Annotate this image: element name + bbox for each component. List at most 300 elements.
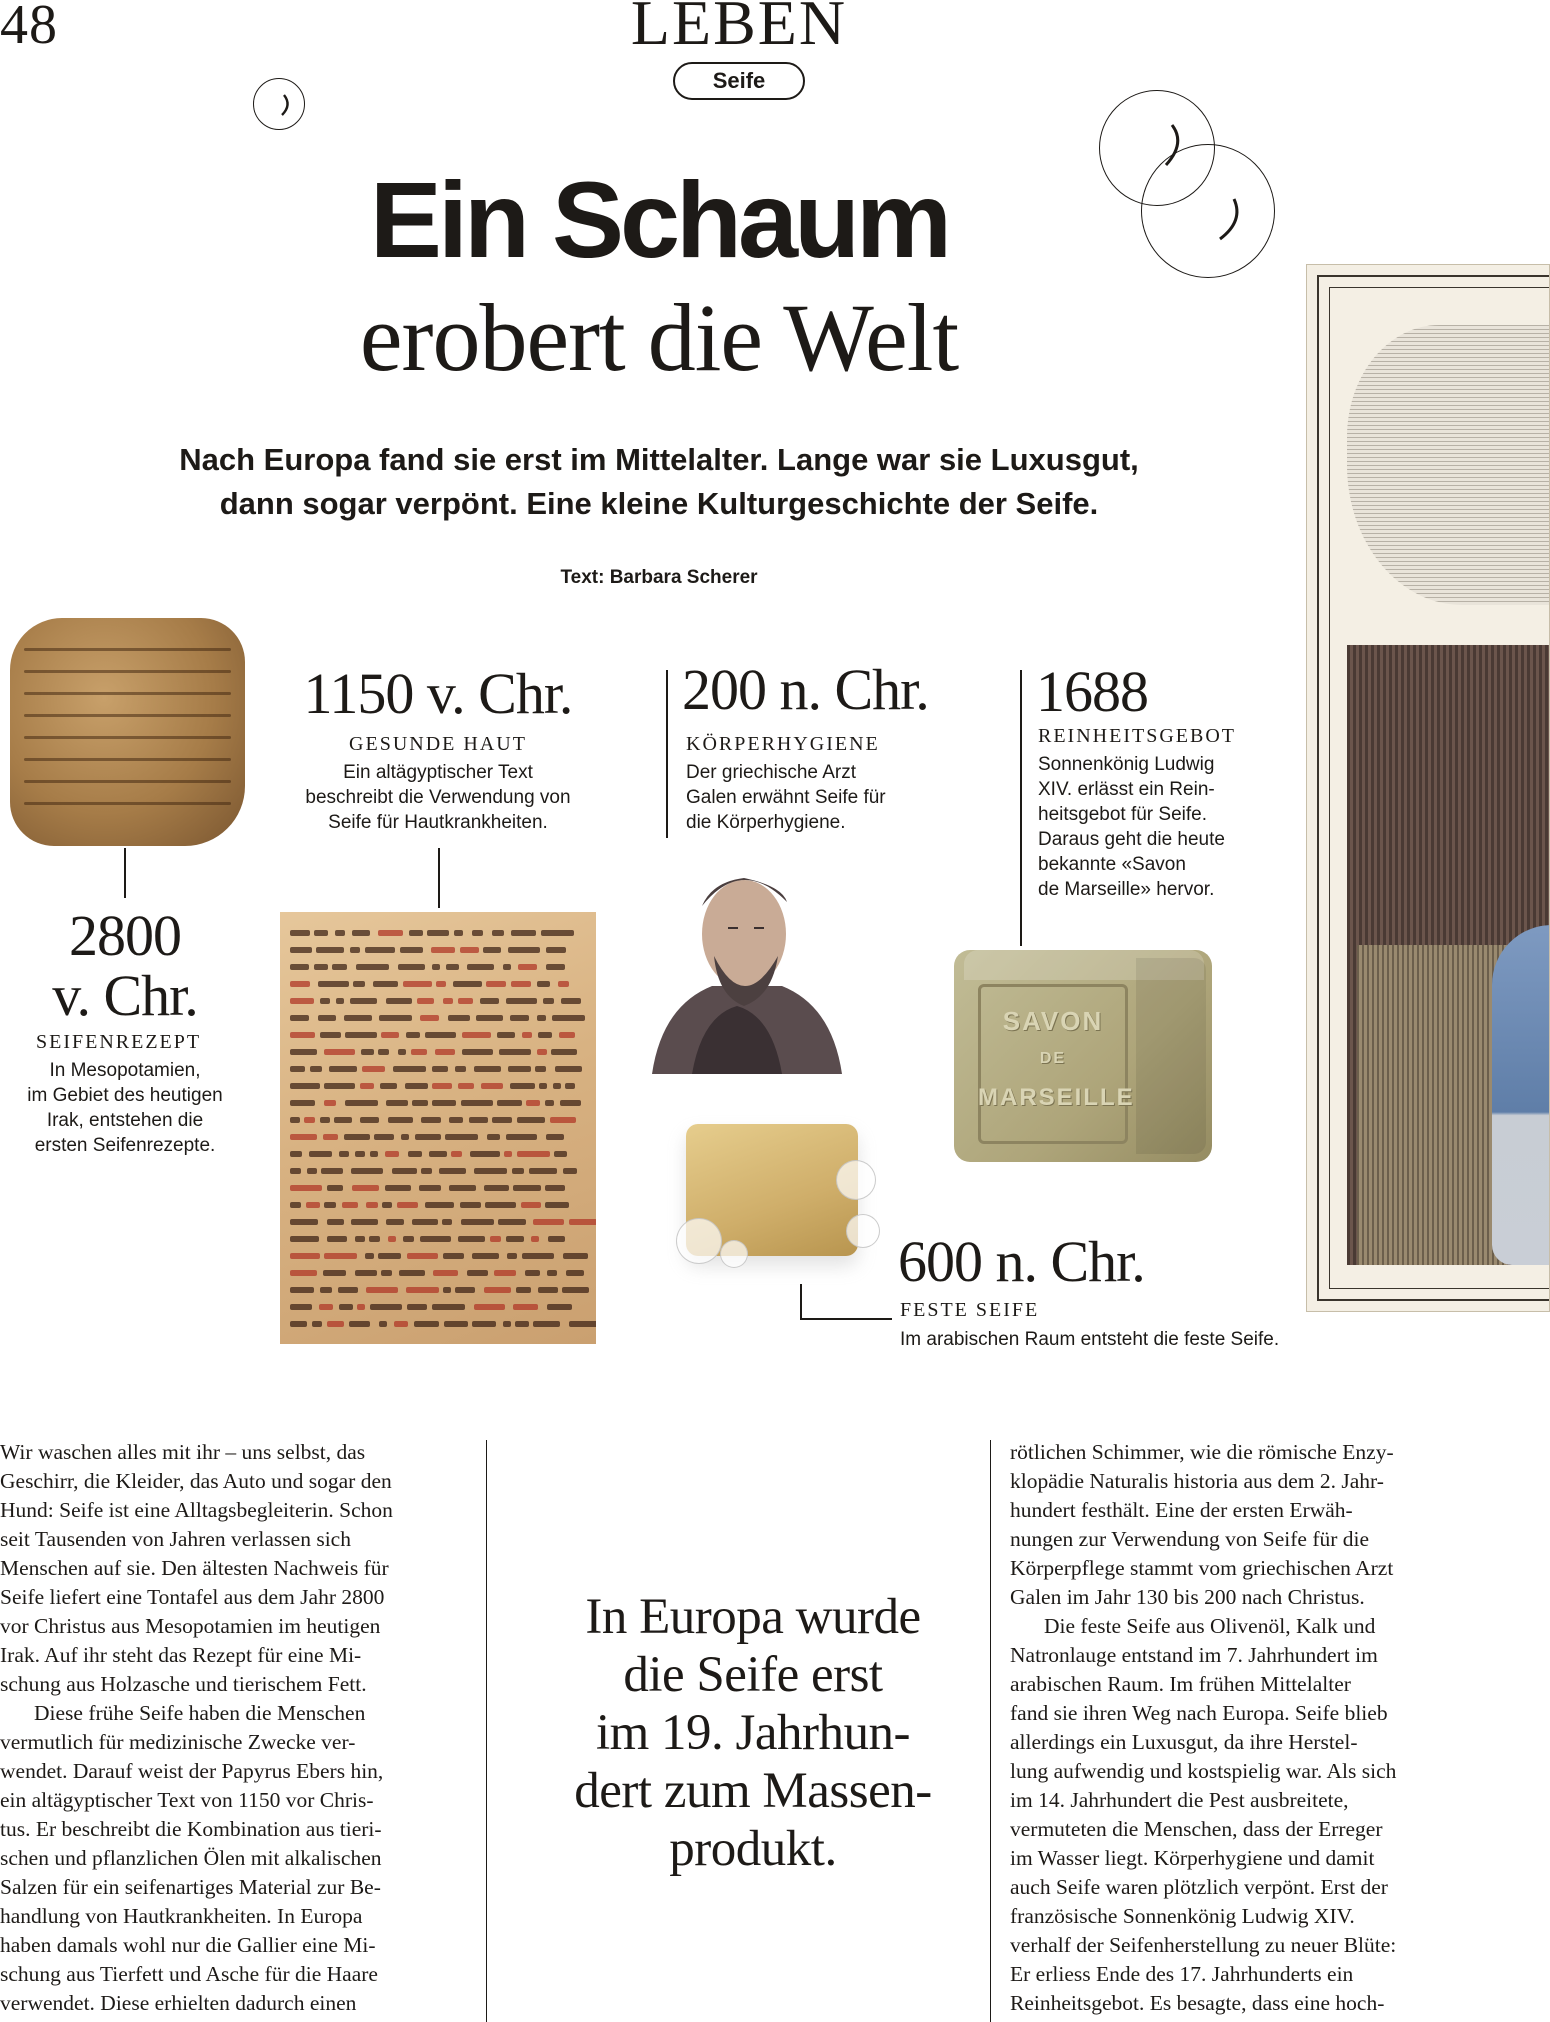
papyrus-glyph (342, 1202, 358, 1208)
papyrus-glyph (484, 1287, 511, 1293)
papyrus-glyph (535, 1066, 546, 1072)
papyrus-glyph (290, 998, 314, 1004)
body-text-line: Geschirr, die Kleider, das Auto und sogar den (0, 1469, 392, 1493)
timeline-year-2800: 2800 v. Chr. (52, 903, 198, 1028)
papyrus-glyph (538, 1032, 552, 1038)
timeline-description: Im arabischen Raum entsteht die feste Seife. (900, 1329, 1280, 1350)
body-text-line: haben damals wohl nur die Gallier eine Mi- (0, 1933, 376, 1957)
timeline-kicker: GESUNDE HAUT (349, 733, 527, 755)
body-text-line: Salzen für ein seifenartiges Material zur Be- (0, 1875, 381, 1899)
papyrus-glyph (432, 1100, 456, 1106)
papyrus-glyph (508, 1066, 531, 1072)
papyrus-glyph (320, 1287, 332, 1293)
papyrus-glyph (324, 1083, 355, 1089)
papyrus-glyph (386, 1219, 404, 1225)
papyrus-glyph (485, 1202, 516, 1208)
body-text-line: ein altägyptischer Text von 1150 vor Chris- (0, 1788, 374, 1812)
papyrus-glyph (513, 1185, 541, 1191)
papyrus-glyph (290, 1100, 315, 1106)
papyrus-glyph (560, 1100, 581, 1106)
body-text-line: arabischen Raum. Im frühen Mittelalter (1010, 1672, 1351, 1696)
papyrus-glyph (497, 1032, 515, 1038)
papyrus-glyph (547, 1304, 572, 1310)
papyrus-glyph (345, 1032, 377, 1038)
papyrus-glyph (480, 998, 499, 1004)
papyrus-glyph (433, 1270, 458, 1276)
papyrus-glyph (290, 1270, 317, 1276)
papyrus-glyph (290, 1083, 320, 1089)
papyrus-glyph (537, 1049, 547, 1055)
papyrus-glyph (381, 1032, 399, 1038)
papyrus-glyph (360, 1083, 374, 1089)
papyrus-glyph (378, 1253, 401, 1259)
papyrus-glyph (385, 1151, 399, 1157)
papyrus-glyph (483, 947, 501, 953)
papyrus-glyph (344, 1015, 372, 1021)
page-number: 48 (0, 0, 58, 56)
papyrus-glyph (439, 1168, 466, 1174)
papyrus-glyph (533, 1219, 564, 1225)
papyrus-glyph (403, 1236, 414, 1242)
papyrus-glyph (314, 964, 328, 970)
papyrus-glyph (490, 1236, 501, 1242)
body-text-line: schung aus Tierfett und Asche für die Haare (0, 1962, 378, 1986)
papyrus-glyph (476, 1015, 503, 1021)
papyrus-glyph (332, 964, 347, 970)
papyrus-glyph (379, 1321, 387, 1327)
papyrus-glyph (458, 998, 473, 1004)
body-text-line: vor Christus aus Mesopotamien im heutigen (0, 1614, 381, 1638)
papyrus-glyph (320, 1117, 330, 1123)
papyrus-glyph (470, 1151, 500, 1157)
papyrus-glyph (506, 1134, 537, 1140)
papyrus-glyph (420, 1015, 439, 1021)
papyrus-glyph (431, 947, 455, 953)
body-text-line: im Wasser liegt. Körperhygiene und damit (1010, 1846, 1375, 1870)
papyrus-glyph (409, 930, 423, 936)
papyrus-glyph (446, 964, 459, 970)
body-text-line: Wir waschen alles mit ihr – uns selbst, das (0, 1440, 366, 1464)
pull-quote: In Europa wurde die Seife erst im 19. Jahrhun- dert zum Massen- produkt. (574, 1589, 932, 1877)
papyrus-glyph (290, 930, 310, 936)
papyrus-glyph (511, 930, 536, 936)
papyrus-glyph (324, 1100, 336, 1106)
papyrus-glyph (355, 1236, 365, 1242)
papyrus-glyph (401, 1134, 409, 1140)
papyrus-glyph (388, 1236, 396, 1242)
papyrus-glyph (320, 1032, 341, 1038)
papyrus-glyph (472, 1253, 499, 1259)
papyrus-glyph (339, 1304, 353, 1310)
papyrus-glyph (448, 1015, 470, 1021)
papyrus-glyph (529, 1168, 557, 1174)
papyrus-glyph (550, 1117, 576, 1123)
papyrus-glyph (522, 1253, 554, 1259)
papyrus-glyph (407, 1253, 438, 1259)
papyrus-glyph (378, 1049, 389, 1055)
papyrus-glyph (427, 930, 449, 936)
papyrus-glyph (517, 1151, 550, 1157)
papyrus-glyph (380, 1083, 397, 1089)
body-text-line: handlung von Hautkrankheiten. In Europa (0, 1904, 363, 1928)
papyrus-glyph (290, 1202, 301, 1208)
body-text-line: schen und pflanzlichen Ölen mit alkalischen (0, 1846, 382, 1870)
papyrus-glyph (370, 1304, 402, 1310)
papyrus-glyph (503, 964, 511, 970)
papyrus-glyph (559, 1032, 575, 1038)
papyrus-glyph (458, 1236, 485, 1242)
papyrus-glyph (290, 1049, 317, 1055)
papyrus-glyph (351, 1219, 378, 1225)
papyrus-glyph (484, 1185, 509, 1191)
papyrus-glyph (369, 1236, 380, 1242)
papyrus-glyph (429, 1151, 447, 1157)
papyrus-glyph (561, 998, 581, 1004)
papyrus-glyph (394, 1321, 408, 1327)
papyrus-glyph (541, 930, 574, 936)
papyrus-glyph (545, 1100, 554, 1106)
papyrus-glyph (445, 1134, 478, 1140)
papyrus-glyph (351, 1168, 383, 1174)
timeline-kicker: SEIFENREZEPT (36, 1031, 202, 1053)
papyrus-glyph (417, 998, 434, 1004)
papyrus-glyph (467, 1270, 488, 1276)
papyrus-glyph (365, 947, 395, 953)
papyrus-glyph (469, 1117, 488, 1123)
timeline-connector (1020, 670, 1022, 946)
papyrus-glyph (497, 1100, 522, 1106)
papyrus-glyph (382, 1202, 392, 1208)
papyrus-glyph (442, 1219, 452, 1225)
papyrus-glyph (407, 1304, 427, 1310)
papyrus-glyph (307, 1168, 317, 1174)
galen-portrait-image (632, 856, 852, 1074)
foam-bubble (836, 1160, 876, 1200)
papyrus-glyph (435, 1049, 455, 1055)
papyrus-glyph (546, 1134, 564, 1140)
papyrus-glyph (508, 947, 540, 953)
body-text-line: auch Seife waren plötzlich verpönt. Erst der (1010, 1875, 1388, 1899)
papyrus-glyph (453, 981, 482, 987)
body-text-line: fand sie ihren Weg nach Europa. Seife blieb (1010, 1701, 1388, 1725)
papyrus-glyph (462, 1049, 493, 1055)
papyrus-glyph (412, 1100, 428, 1106)
papyrus-glyph (324, 1253, 357, 1259)
papyrus-glyph (327, 1185, 343, 1191)
papyrus-glyph (512, 1168, 524, 1174)
papyrus-glyph (419, 1185, 441, 1191)
papyrus-glyph (379, 1015, 412, 1021)
body-text-line: tus. Er beschreibt die Kombination aus tieri- (0, 1817, 382, 1841)
papyrus-glyph (460, 947, 479, 953)
body-text-line: Reinheitsgebot. Es besagte, dass eine hoch- (1010, 1991, 1385, 2015)
column-divider (486, 1440, 487, 2022)
papyrus-glyph (350, 947, 360, 953)
papyrus-glyph (323, 1270, 346, 1276)
papyrus-glyph (345, 1100, 378, 1106)
papyrus-glyph (510, 1083, 535, 1089)
papyrus-glyph (386, 998, 412, 1004)
papyrus-glyph (436, 981, 446, 987)
small-bubble-icon (253, 78, 305, 130)
papyrus-glyph (551, 1049, 577, 1055)
body-text-line: Galen im Jahr 130 bis 200 nach Christus. (1010, 1585, 1365, 1609)
papyrus-glyph (370, 1151, 378, 1157)
papyrus-glyph (392, 1168, 417, 1174)
body-text-line: Seife liefert eine Tontafel aus dem Jahr 2800 (0, 1585, 385, 1609)
foam-bubble (676, 1218, 722, 1264)
papyrus-glyph (290, 981, 310, 987)
papyrus-glyph (531, 1236, 539, 1242)
papyrus-ebers-image (280, 912, 596, 1344)
papyrus-glyph (352, 930, 370, 936)
papyrus-glyph (324, 1202, 336, 1208)
papyrus-glyph (432, 964, 440, 970)
papyrus-glyph (486, 981, 506, 987)
papyrus-glyph (555, 1066, 582, 1072)
body-text-line: Irak. Auf ihr steht das Rezept für eine Mi- (0, 1643, 362, 1667)
papyrus-glyph (290, 1304, 312, 1310)
timeline-description: In Mesopotamien, im Gebiet des heutigen Irak, entstehen die ersten Seifenrezepte. (27, 1060, 223, 1156)
papyrus-glyph (355, 1270, 377, 1276)
papyrus-glyph (290, 1117, 300, 1123)
papyrus-glyph (454, 930, 463, 936)
papyrus-glyph (518, 964, 537, 970)
papyrus-glyph (336, 998, 344, 1004)
papyrus-glyph (400, 947, 423, 953)
papyrus-glyph (411, 1049, 427, 1055)
papyrus-glyph (414, 1321, 439, 1327)
timeline-year-600: 600 n. Chr. (898, 1229, 1145, 1294)
papyrus-glyph (290, 1321, 307, 1327)
papyrus-glyph (498, 1219, 526, 1225)
papyrus-glyph (290, 1219, 318, 1225)
papyrus-glyph (474, 1304, 505, 1310)
historical-engraving-image (1306, 264, 1550, 1312)
papyrus-glyph (290, 1066, 305, 1072)
papyrus-glyph (537, 1015, 546, 1021)
papyrus-glyph (472, 930, 483, 936)
papyrus-glyph (290, 1134, 317, 1140)
papyrus-glyph (526, 1100, 540, 1106)
papyrus-glyph (425, 1032, 456, 1038)
papyrus-glyph (545, 1202, 569, 1208)
papyrus-glyph (504, 1151, 512, 1157)
body-text-line: lung aufwendig und kostspielig war. Als sich (1010, 1759, 1397, 1783)
byline: Text: Barbara Scherer (560, 567, 758, 588)
papyrus-glyph (344, 1134, 370, 1140)
papyrus-glyph (522, 1032, 532, 1038)
papyrus-glyph (366, 1202, 378, 1208)
timeline-description: Sonnenkönig Ludwig XIV. erlässt ein Rein- heitsgebot für Seife. Daraus geht die heute bekannte «Savon de Marseille» hervor. (1038, 754, 1225, 900)
papyrus-glyph (449, 1185, 476, 1191)
papyrus-glyph (451, 1151, 462, 1157)
papyrus-glyph (290, 1236, 319, 1242)
papyrus-glyph (547, 1270, 557, 1276)
timeline-connector (800, 1318, 892, 1320)
papyrus-glyph (397, 1202, 418, 1208)
papyrus-glyph (290, 1185, 322, 1191)
papyrus-glyph (494, 1270, 516, 1276)
papyrus-glyph (309, 1151, 332, 1157)
body-text-line: hundert festhält. Eine der ersten Erwäh- (1010, 1498, 1353, 1522)
timeline-year-1688: 1688 (1036, 659, 1148, 724)
papyrus-glyph (537, 981, 550, 987)
timeline-kicker: FESTE SEIFE (900, 1299, 1040, 1321)
papyrus-glyph (554, 1151, 567, 1157)
papyrus-glyph (420, 1236, 451, 1242)
papyrus-glyph (374, 1134, 394, 1140)
papyrus-glyph (350, 998, 377, 1004)
body-text-line: allerdings ein Luxusgut, da ihre Herstel- (1010, 1730, 1358, 1754)
papyrus-glyph (324, 1049, 355, 1055)
papyrus-glyph (566, 1270, 584, 1276)
papyrus-glyph (357, 1304, 365, 1310)
papyrus-glyph (353, 981, 365, 987)
headline-subline: erobert die Welt (359, 284, 959, 391)
body-text-line: rötlichen Schimmer, wie die römische Enzy- (1010, 1440, 1394, 1464)
papyrus-glyph (449, 1117, 463, 1123)
column-divider (990, 1440, 991, 2022)
papyrus-glyph (320, 998, 330, 1004)
papyrus-glyph (443, 998, 453, 1004)
papyrus-glyph (412, 1219, 438, 1225)
papyrus-glyph (552, 1015, 585, 1021)
papyrus-glyph (312, 1321, 322, 1327)
papyrus-glyph (492, 1117, 512, 1123)
papyrus-glyph (492, 930, 504, 936)
papyrus-glyph (406, 1032, 420, 1038)
papyrus-glyph (539, 1083, 547, 1089)
body-text-line: Die feste Seife aus Olivenöl, Kalk und (1044, 1614, 1376, 1638)
headline: Ein Schaum (369, 159, 949, 280)
body-text-line: im 14. Jahrhundert die Pest ausbreitete, (1010, 1788, 1349, 1812)
papyrus-glyph (533, 1321, 560, 1327)
papyrus-glyph (525, 1270, 540, 1276)
timeline-kicker: KÖRPERHYGIENE (686, 733, 880, 755)
lead-paragraph: Nach Europa fand sie erst im Mittelalter. Lange war sie Luxusgut, dann sogar verpönt. Eine kleine Kulturgeschichte der Seife. (179, 442, 1139, 521)
papyrus-glyph (399, 1270, 425, 1276)
body-text-line: verhalf der Seifenherstellung zu neuer Blüte: (1010, 1933, 1397, 1957)
papyrus-glyph (474, 1168, 507, 1174)
papyrus-glyph (562, 1287, 589, 1293)
papyrus-glyph (563, 1168, 577, 1174)
papyrus-glyph (398, 1049, 406, 1055)
papyrus-glyph (306, 1202, 320, 1208)
papyrus-glyph (323, 1134, 338, 1140)
papyrus-glyph (406, 1287, 439, 1293)
papyrus-glyph (506, 1236, 524, 1242)
papyrus-glyph (507, 1253, 517, 1259)
papyrus-glyph (548, 1236, 565, 1242)
papyrus-glyph (460, 1202, 481, 1208)
timeline-connector (124, 848, 126, 898)
papyrus-glyph (543, 998, 554, 1004)
papyrus-glyph (474, 1066, 501, 1072)
papyrus-glyph (515, 1321, 529, 1327)
papyrus-glyph (408, 1151, 422, 1157)
papyrus-glyph (319, 1304, 333, 1310)
body-text-line: schung aus Holzasche und tierischem Fett. (0, 1672, 367, 1696)
timeline-year-200: 200 n. Chr. (682, 657, 929, 722)
papyrus-glyph (290, 1253, 320, 1259)
papyrus-glyph (355, 1151, 365, 1157)
papyrus-glyph (444, 1321, 468, 1327)
papyrus-glyph (506, 998, 537, 1004)
papyrus-glyph (553, 1083, 561, 1089)
papyrus-glyph (405, 1083, 428, 1089)
papyrus-glyph (290, 1287, 314, 1293)
papyrus-glyph (365, 1253, 374, 1259)
papyrus-glyph (361, 1049, 374, 1055)
section-title: LEBEN (630, 0, 848, 58)
papyrus-glyph (356, 964, 389, 970)
papyrus-glyph (290, 964, 309, 970)
papyrus-glyph (362, 1066, 385, 1072)
body-text-line: Diese frühe Seife haben die Menschen (34, 1701, 366, 1725)
papyrus-glyph (461, 1100, 493, 1106)
papyrus-glyph (329, 1066, 357, 1072)
papyrus-glyph (481, 1083, 503, 1089)
papyrus-glyph (455, 1287, 475, 1293)
papyrus-glyph (290, 1032, 315, 1038)
papyrus-glyph (432, 1083, 452, 1089)
papyrus-glyph (510, 1015, 529, 1021)
papyrus-glyph (499, 1049, 531, 1055)
timeline-description: Ein altägyptischer Text beschreibt die Verwendung von Seife für Hautkrankheiten. (305, 762, 571, 833)
papyrus-glyph (569, 1321, 596, 1327)
papyrus-glyph (487, 1134, 500, 1140)
body-text-line: französische Sonnenkönig Ludwig XIV. (1010, 1904, 1355, 1928)
papyrus-glyph (432, 1304, 465, 1310)
papyrus-glyph (467, 964, 494, 970)
papyrus-glyph (321, 1168, 343, 1174)
body-text-line: vermuteten die Menschen, dass der Erreger (1010, 1817, 1383, 1841)
papyrus-glyph (511, 981, 531, 987)
papyrus-glyph (327, 1219, 344, 1225)
papyrus-glyph (290, 1015, 309, 1021)
papyrus-glyph (569, 1219, 596, 1225)
timeline-connector (438, 848, 440, 908)
papyrus-glyph (352, 1185, 379, 1191)
papyrus-glyph (366, 1287, 398, 1293)
papyrus-glyph (421, 1168, 432, 1174)
foam-bubble (846, 1214, 880, 1248)
papyrus-glyph (517, 1117, 545, 1123)
papyrus-glyph (360, 1117, 379, 1123)
papyrus-glyph (546, 964, 565, 970)
papyrus-glyph (443, 1287, 451, 1293)
papyrus-glyph (462, 1032, 491, 1038)
papyrus-glyph (381, 1270, 392, 1276)
papyrus-glyph (398, 964, 425, 970)
papyrus-glyph (461, 1219, 494, 1225)
timeline-year-1150: 1150 v. Chr. (303, 661, 573, 726)
clay-tablet-image (10, 618, 245, 846)
timeline-kicker: REINHEITSGEBOT (1038, 725, 1236, 747)
foam-bubble (720, 1240, 748, 1268)
papyrus-glyph (290, 1168, 301, 1174)
timeline-connector (666, 670, 668, 838)
papyrus-glyph (386, 1100, 408, 1106)
papyrus-glyph (335, 930, 345, 936)
body-column-right (1010, 1438, 1530, 2018)
body-column-left (0, 1438, 476, 2018)
body-text-line: Natronlauge entstand im 7. Jahrhundert im (1010, 1643, 1378, 1667)
papyrus-glyph (558, 981, 569, 987)
papyrus-glyph (432, 1066, 448, 1072)
papyrus-glyph (373, 981, 398, 987)
